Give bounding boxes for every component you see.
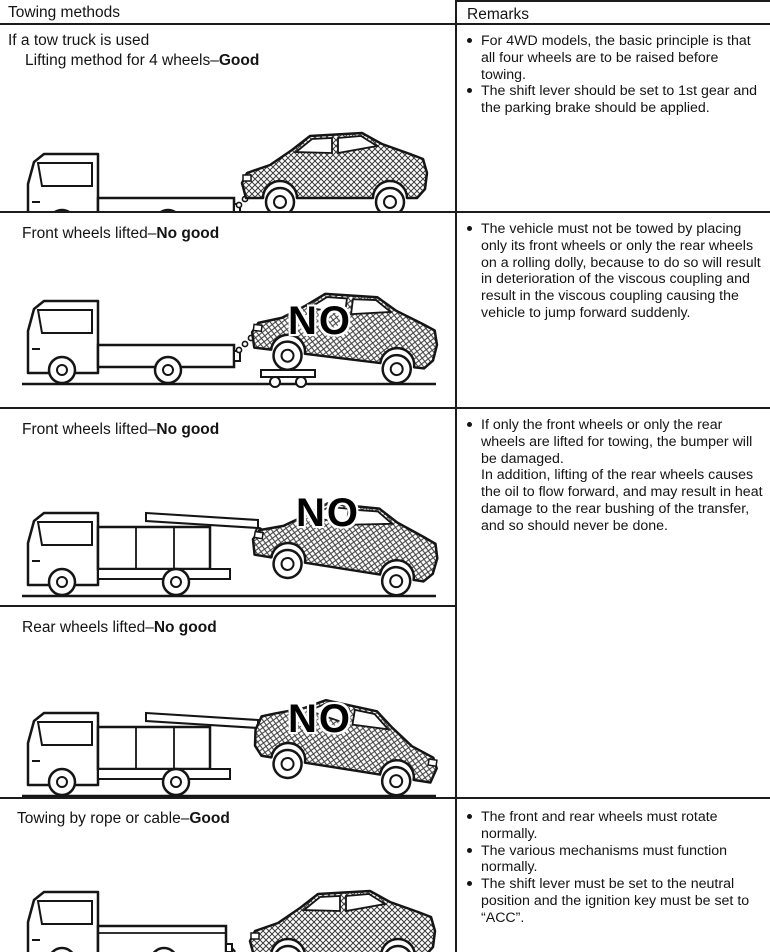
rows3-4-remarks-list <box>457 409 770 534</box>
no-overlay-text: NO <box>288 697 352 741</box>
remark-item: The vehicle must not be towed by placing only its front wheels or only the rear wheels on a rolling dolly, because to do so will result in deterioration of the viscous coupling and result in the viscous coupling causing the vehicle to jump forward suddenly. <box>467 221 766 322</box>
boom-tow-truck-graphic <box>28 513 262 595</box>
towing-methods-header-label: Towing methods <box>8 4 121 21</box>
row2-remarks-cell <box>455 213 770 409</box>
pickup-truck-graphic <box>28 892 232 952</box>
row3-method-cell <box>0 409 455 607</box>
no-overlay-text: NO <box>296 491 360 535</box>
row2-method-label: Front wheels lifted–No good <box>22 225 220 242</box>
bullet-dot <box>467 226 472 231</box>
row2-remarks-list <box>457 213 770 322</box>
remarks-header-label: Remarks <box>467 6 530 23</box>
tow-rope-graphic <box>232 948 253 952</box>
remark-item: If only the front wheels or only the rear wheels are lifted for towing, the bumper will be damaged. In addition, lifting of the rear wheels causes the oil to flow forward, and may result in heat damage to the rear bushing of the transfer, and so should never be done. <box>467 417 766 534</box>
row1-method-label: Lifting method for 4 wheels–Good <box>25 52 260 69</box>
remark-item: The shift lever must be set to the neutral position and the ignition key must be set to “ACC”. <box>467 876 766 926</box>
boom-tow-truck-graphic <box>28 713 262 795</box>
row1-illustration-tow-truck-car-on-dollies <box>8 106 444 213</box>
bullet-dot <box>467 88 472 93</box>
row2-illustration-front-wheels-on-dolly <box>8 253 444 393</box>
row2-method-cell <box>0 213 455 409</box>
row3-method-label: Front wheels lifted–No good <box>22 421 220 438</box>
remarks-column-header <box>455 0 770 25</box>
row5-remarks-list <box>457 799 770 926</box>
car-graphic <box>242 133 427 213</box>
rows3-4-remarks-cell <box>455 409 770 799</box>
car-graphic <box>250 891 435 952</box>
remark-item: The front and rear wheels must rotate normally. <box>467 809 766 843</box>
row1-intro-text: If a tow truck is used <box>8 32 150 49</box>
bullet-dot <box>467 422 472 427</box>
row1-verdict: Good <box>218 52 260 69</box>
tow-chain-graphic <box>236 335 253 352</box>
row1-remarks-list <box>457 25 770 117</box>
row5-illustration-towing-by-rope <box>8 844 444 952</box>
remark-item: The various mechanisms must function normally. <box>467 843 766 877</box>
bullet-dot <box>467 814 472 819</box>
row1-method-cell <box>0 25 455 213</box>
row5-method-cell <box>0 799 455 952</box>
remark-item: The shift lever should be set to 1st gear and the parking brake should be applied. <box>467 83 766 117</box>
row3-illustration-front-wheels-lifted <box>8 465 444 605</box>
no-overlay-text: NO <box>288 299 352 343</box>
bullet-dot <box>467 38 472 43</box>
row4-illustration-rear-wheels-lifted <box>8 665 444 799</box>
bullet-dot <box>467 848 472 853</box>
row1-remarks-cell <box>455 25 770 213</box>
tow-truck-graphic <box>28 301 240 383</box>
remark-item: For 4WD models, the basic principle is that all four wheels are to be raised before towing. <box>467 33 766 83</box>
row5-remarks-cell <box>455 799 770 952</box>
row5-method-label: Towing by rope or cable–Good <box>17 810 230 827</box>
row5-verdict: Good <box>189 810 230 827</box>
bullet-dot <box>467 881 472 886</box>
row4-method-label: Rear wheels lifted–No good <box>22 619 217 636</box>
row4-verdict: No good <box>153 619 217 636</box>
row4-method-cell <box>0 607 455 799</box>
row2-verdict: No good <box>156 225 220 242</box>
row3-verdict: No good <box>156 421 220 438</box>
tow-truck-graphic <box>28 154 240 213</box>
towing-methods-column-header <box>0 0 455 25</box>
